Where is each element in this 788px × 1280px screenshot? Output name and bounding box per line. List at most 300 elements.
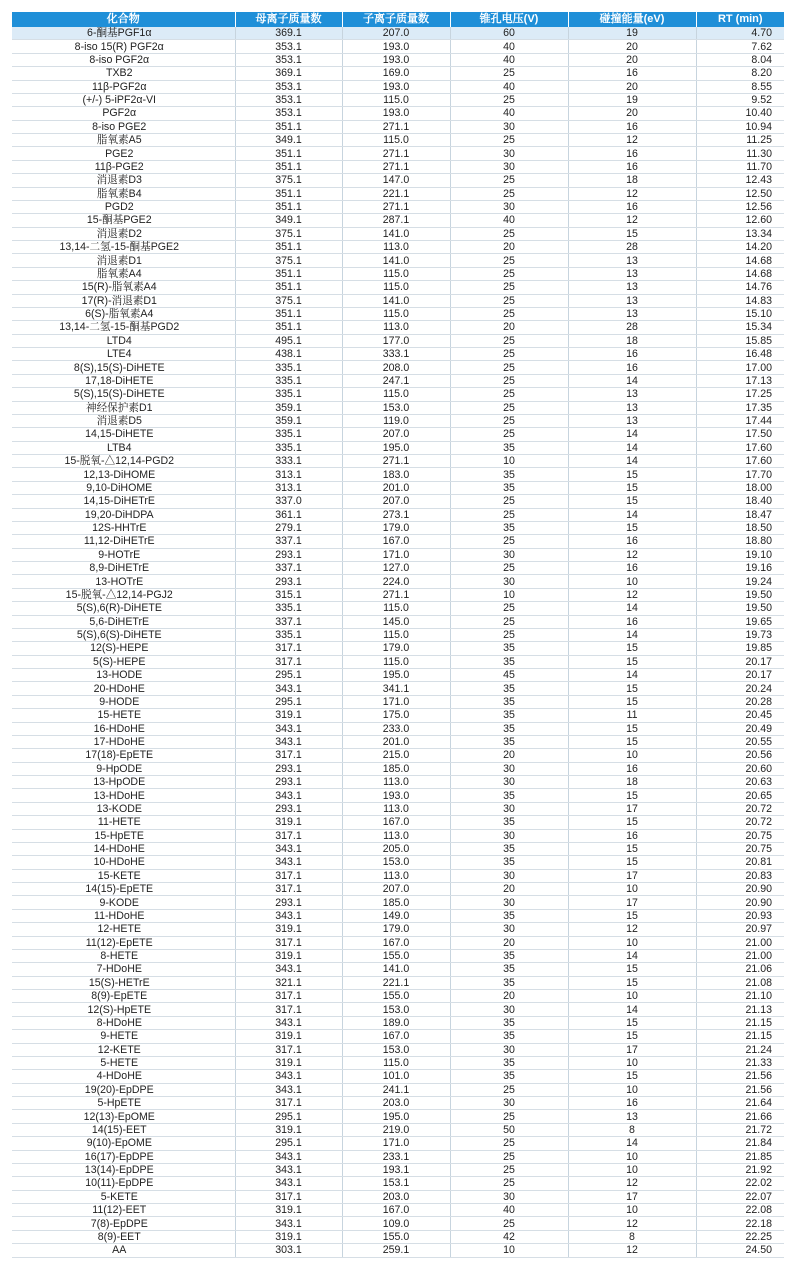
retention-time-cell: 8.20 — [696, 67, 784, 80]
compound-cell: PGE2 — [12, 147, 235, 160]
table-row — [12, 294, 784, 307]
retention-time-cell: 14.68 — [696, 254, 784, 267]
retention-time-cell: 20.90 — [696, 883, 784, 896]
collision-energy-cell: 10 — [568, 1163, 696, 1176]
collision-energy-cell: 8 — [568, 1123, 696, 1136]
precursor-mass-cell: 351.1 — [235, 160, 342, 173]
collision-energy-cell: 16 — [568, 348, 696, 361]
compound-cell: 16(17)-EpDPE — [12, 1150, 235, 1163]
product-mass-cell: 177.0 — [342, 334, 450, 347]
compound-cell: 7-HDoHE — [12, 963, 235, 976]
table-row — [12, 1204, 784, 1217]
precursor-mass-cell: 279.1 — [235, 521, 342, 534]
product-mass-cell: 101.0 — [342, 1070, 450, 1083]
table-row — [12, 762, 784, 775]
compound-cell: 6-酮基PGF1α — [12, 27, 235, 40]
cone-voltage-cell: 25 — [450, 495, 568, 508]
table-row — [12, 789, 784, 802]
compound-cell: 15-脱氧-△12,14-PGD2 — [12, 455, 235, 468]
collision-energy-cell: 15 — [568, 695, 696, 708]
table-row — [12, 241, 784, 254]
cone-voltage-cell: 30 — [450, 200, 568, 213]
precursor-mass-cell: 295.1 — [235, 695, 342, 708]
retention-time-cell: 21.13 — [696, 1003, 784, 1016]
retention-time-cell: 19.73 — [696, 628, 784, 641]
table-row — [12, 334, 784, 347]
collision-energy-cell: 18 — [568, 334, 696, 347]
precursor-mass-cell: 293.1 — [235, 548, 342, 561]
precursor-mass-cell: 313.1 — [235, 468, 342, 481]
retention-time-cell: 19.10 — [696, 548, 784, 561]
precursor-mass-cell: 351.1 — [235, 200, 342, 213]
collision-energy-cell: 12 — [568, 588, 696, 601]
precursor-mass-cell: 319.1 — [235, 923, 342, 936]
product-mass-cell: 271.1 — [342, 147, 450, 160]
product-mass-cell: 208.0 — [342, 361, 450, 374]
collision-energy-cell: 28 — [568, 241, 696, 254]
table-row — [12, 348, 784, 361]
compound-cell: LTE4 — [12, 348, 235, 361]
product-mass-cell: 219.0 — [342, 1123, 450, 1136]
precursor-mass-cell: 353.1 — [235, 80, 342, 93]
table-row — [12, 669, 784, 682]
collision-energy-cell: 15 — [568, 495, 696, 508]
product-mass-cell: 233.1 — [342, 1150, 450, 1163]
compound-cell: 16-HDoHE — [12, 722, 235, 735]
retention-time-cell: 20.45 — [696, 709, 784, 722]
header-product-mass: 子离子质量数 — [342, 12, 450, 27]
collision-energy-cell: 15 — [568, 468, 696, 481]
table-row — [12, 1217, 784, 1230]
retention-time-cell: 16.48 — [696, 348, 784, 361]
table-row — [12, 856, 784, 869]
precursor-mass-cell: 319.1 — [235, 709, 342, 722]
table-row — [12, 67, 784, 80]
retention-time-cell: 20.75 — [696, 842, 784, 855]
product-mass-cell: 115.0 — [342, 1056, 450, 1069]
table-row — [12, 508, 784, 521]
cone-voltage-cell: 20 — [450, 749, 568, 762]
compound-cell: 消退素D1 — [12, 254, 235, 267]
compound-cell: 神经保护素D1 — [12, 401, 235, 414]
compound-cell: 15-HpETE — [12, 829, 235, 842]
compound-cell: 12(13)-EpOME — [12, 1110, 235, 1123]
precursor-mass-cell: 319.1 — [235, 1230, 342, 1243]
cone-voltage-cell: 25 — [450, 187, 568, 200]
compound-cell: 15-脱氧-△12,14-PGJ2 — [12, 588, 235, 601]
collision-energy-cell: 16 — [568, 535, 696, 548]
precursor-mass-cell: 343.1 — [235, 722, 342, 735]
collision-energy-cell: 16 — [568, 67, 696, 80]
precursor-mass-cell: 351.1 — [235, 241, 342, 254]
table-row — [12, 27, 784, 40]
collision-energy-cell: 16 — [568, 160, 696, 173]
precursor-mass-cell: 319.1 — [235, 816, 342, 829]
collision-energy-cell: 15 — [568, 909, 696, 922]
compound-cell: 12S-HHTrE — [12, 521, 235, 534]
compound-cell: 12-HETE — [12, 923, 235, 936]
precursor-mass-cell: 335.1 — [235, 441, 342, 454]
compound-cell: 17(R)-消退素D1 — [12, 294, 235, 307]
cone-voltage-cell: 35 — [450, 909, 568, 922]
retention-time-cell: 21.92 — [696, 1163, 784, 1176]
compound-cell: 9-HODE — [12, 695, 235, 708]
cone-voltage-cell: 20 — [450, 883, 568, 896]
compound-cell: 15(R)-脂氧素A4 — [12, 281, 235, 294]
precursor-mass-cell: 351.1 — [235, 147, 342, 160]
product-mass-cell: 155.0 — [342, 949, 450, 962]
retention-time-cell: 11.30 — [696, 147, 784, 160]
compound-cell: 消退素D5 — [12, 414, 235, 427]
retention-time-cell: 21.06 — [696, 963, 784, 976]
compound-cell: 13-HODE — [12, 669, 235, 682]
product-mass-cell: 171.0 — [342, 548, 450, 561]
precursor-mass-cell: 359.1 — [235, 401, 342, 414]
product-mass-cell: 193.0 — [342, 53, 450, 66]
retention-time-cell: 20.17 — [696, 655, 784, 668]
collision-energy-cell: 10 — [568, 883, 696, 896]
precursor-mass-cell: 343.1 — [235, 909, 342, 922]
cone-voltage-cell: 35 — [450, 695, 568, 708]
product-mass-cell: 189.0 — [342, 1016, 450, 1029]
precursor-mass-cell: 317.1 — [235, 655, 342, 668]
precursor-mass-cell: 353.1 — [235, 40, 342, 53]
compound-cell: LTB4 — [12, 441, 235, 454]
cone-voltage-cell: 35 — [450, 1070, 568, 1083]
table-row — [12, 1230, 784, 1243]
collision-energy-cell: 16 — [568, 147, 696, 160]
retention-time-cell: 17.44 — [696, 414, 784, 427]
product-mass-cell: 171.0 — [342, 1137, 450, 1150]
precursor-mass-cell: 351.1 — [235, 321, 342, 334]
cone-voltage-cell: 35 — [450, 642, 568, 655]
table-row — [12, 80, 784, 93]
compound-cell: 14-HDoHE — [12, 842, 235, 855]
collision-energy-cell: 10 — [568, 575, 696, 588]
cone-voltage-cell: 42 — [450, 1230, 568, 1243]
compound-cell: 5(S),15(S)-DiHETE — [12, 388, 235, 401]
table-row — [12, 388, 784, 401]
precursor-mass-cell: 343.1 — [235, 1083, 342, 1096]
cone-voltage-cell: 35 — [450, 816, 568, 829]
product-mass-cell: 333.1 — [342, 348, 450, 361]
collision-energy-cell: 14 — [568, 455, 696, 468]
compound-cell: PGF2α — [12, 107, 235, 120]
collision-energy-cell: 8 — [568, 1230, 696, 1243]
collision-energy-cell: 20 — [568, 80, 696, 93]
precursor-mass-cell: 351.1 — [235, 267, 342, 280]
table-row — [12, 923, 784, 936]
retention-time-cell: 15.10 — [696, 307, 784, 320]
product-mass-cell: 271.1 — [342, 120, 450, 133]
collision-energy-cell: 18 — [568, 174, 696, 187]
compound-cell: 13-HOTrE — [12, 575, 235, 588]
table-row — [12, 455, 784, 468]
compound-cell: 5(S),6(R)-DiHETE — [12, 602, 235, 615]
retention-time-cell: 11.25 — [696, 134, 784, 147]
cone-voltage-cell: 25 — [450, 307, 568, 320]
precursor-mass-cell: 343.1 — [235, 856, 342, 869]
retention-time-cell: 20.72 — [696, 802, 784, 815]
cone-voltage-cell: 35 — [450, 481, 568, 494]
compound-cell: 8-HETE — [12, 949, 235, 962]
table-row — [12, 160, 784, 173]
cone-voltage-cell: 35 — [450, 1056, 568, 1069]
collision-energy-cell: 14 — [568, 441, 696, 454]
retention-time-cell: 11.70 — [696, 160, 784, 173]
product-mass-cell: 169.0 — [342, 67, 450, 80]
cone-voltage-cell: 25 — [450, 401, 568, 414]
header-retention-time: RT (min) — [696, 12, 784, 27]
collision-energy-cell: 20 — [568, 107, 696, 120]
cone-voltage-cell: 20 — [450, 321, 568, 334]
product-mass-cell: 167.0 — [342, 816, 450, 829]
retention-time-cell: 19.16 — [696, 562, 784, 575]
compound-cell: 8-iso PGE2 — [12, 120, 235, 133]
product-mass-cell: 207.0 — [342, 883, 450, 896]
product-mass-cell: 205.0 — [342, 842, 450, 855]
collision-energy-cell: 12 — [568, 134, 696, 147]
table-row — [12, 468, 784, 481]
table-row — [12, 1163, 784, 1176]
table-row — [12, 1016, 784, 1029]
table-row — [12, 214, 784, 227]
table-row — [12, 896, 784, 909]
table-row — [12, 615, 784, 628]
collision-energy-cell: 16 — [568, 615, 696, 628]
precursor-mass-cell: 349.1 — [235, 214, 342, 227]
cone-voltage-cell: 35 — [450, 722, 568, 735]
compound-cell: 15-KETE — [12, 869, 235, 882]
compound-cell: 19(20)-EpDPE — [12, 1083, 235, 1096]
retention-time-cell: 12.56 — [696, 200, 784, 213]
product-mass-cell: 179.0 — [342, 642, 450, 655]
cone-voltage-cell: 40 — [450, 40, 568, 53]
precursor-mass-cell: 351.1 — [235, 120, 342, 133]
compound-cell: 5(S),6(S)-DiHETE — [12, 628, 235, 641]
product-mass-cell: 179.0 — [342, 521, 450, 534]
cone-voltage-cell: 25 — [450, 374, 568, 387]
table-row — [12, 1123, 784, 1136]
compound-cell: 5-KETE — [12, 1190, 235, 1203]
product-mass-cell: 153.0 — [342, 1043, 450, 1056]
table-row — [12, 709, 784, 722]
retention-time-cell: 21.84 — [696, 1137, 784, 1150]
compound-cell: 13,14-二氢-15-酮基PGE2 — [12, 241, 235, 254]
retention-time-cell: 18.40 — [696, 495, 784, 508]
table-row — [12, 481, 784, 494]
table-row — [12, 428, 784, 441]
collision-energy-cell: 14 — [568, 374, 696, 387]
cone-voltage-cell: 30 — [450, 1190, 568, 1203]
retention-time-cell: 17.13 — [696, 374, 784, 387]
collision-energy-cell: 15 — [568, 521, 696, 534]
table-row — [12, 588, 784, 601]
product-mass-cell: 193.0 — [342, 789, 450, 802]
collision-energy-cell: 15 — [568, 963, 696, 976]
table-row — [12, 93, 784, 106]
collision-energy-cell: 12 — [568, 1177, 696, 1190]
retention-time-cell: 21.08 — [696, 976, 784, 989]
retention-time-cell: 22.02 — [696, 1177, 784, 1190]
compound-cell: 11(12)-EpETE — [12, 936, 235, 949]
cone-voltage-cell: 25 — [450, 1150, 568, 1163]
cone-voltage-cell: 25 — [450, 628, 568, 641]
product-mass-cell: 155.0 — [342, 1230, 450, 1243]
compound-cell: 脂氧素A5 — [12, 134, 235, 147]
product-mass-cell: 127.0 — [342, 562, 450, 575]
product-mass-cell: 167.0 — [342, 1204, 450, 1217]
product-mass-cell: 145.0 — [342, 615, 450, 628]
product-mass-cell: 155.0 — [342, 990, 450, 1003]
product-mass-cell: 153.1 — [342, 1177, 450, 1190]
precursor-mass-cell: 369.1 — [235, 67, 342, 80]
product-mass-cell: 149.0 — [342, 909, 450, 922]
table-row — [12, 869, 784, 882]
table-row — [12, 107, 784, 120]
product-mass-cell: 167.0 — [342, 936, 450, 949]
table-row — [12, 722, 784, 735]
compound-cell: PGD2 — [12, 200, 235, 213]
table-row — [12, 883, 784, 896]
cone-voltage-cell: 35 — [450, 521, 568, 534]
precursor-mass-cell: 317.1 — [235, 1043, 342, 1056]
precursor-mass-cell: 343.1 — [235, 1177, 342, 1190]
cone-voltage-cell: 30 — [450, 1097, 568, 1110]
precursor-mass-cell: 343.1 — [235, 789, 342, 802]
collision-energy-cell: 18 — [568, 776, 696, 789]
cone-voltage-cell: 20 — [450, 241, 568, 254]
compound-cell: 8-HDoHE — [12, 1016, 235, 1029]
retention-time-cell: 20.75 — [696, 829, 784, 842]
collision-energy-cell: 16 — [568, 829, 696, 842]
product-mass-cell: 193.0 — [342, 80, 450, 93]
precursor-mass-cell: 295.1 — [235, 1110, 342, 1123]
precursor-mass-cell: 343.1 — [235, 1217, 342, 1230]
product-mass-cell: 271.1 — [342, 200, 450, 213]
compound-cell: 20-HDoHE — [12, 682, 235, 695]
table-row — [12, 1030, 784, 1043]
retention-time-cell: 14.76 — [696, 281, 784, 294]
retention-time-cell: 24.50 — [696, 1244, 784, 1257]
compound-cell: 5(S)-HEPE — [12, 655, 235, 668]
precursor-mass-cell: 343.1 — [235, 963, 342, 976]
collision-energy-cell: 14 — [568, 428, 696, 441]
table-row — [12, 695, 784, 708]
retention-time-cell: 21.15 — [696, 1016, 784, 1029]
collision-energy-cell: 14 — [568, 1003, 696, 1016]
collision-energy-cell: 14 — [568, 508, 696, 521]
table-row — [12, 307, 784, 320]
table-row — [12, 1056, 784, 1069]
retention-time-cell: 20.81 — [696, 856, 784, 869]
collision-energy-cell: 15 — [568, 789, 696, 802]
collision-energy-cell: 15 — [568, 842, 696, 855]
collision-energy-cell: 13 — [568, 254, 696, 267]
cone-voltage-cell: 45 — [450, 669, 568, 682]
precursor-mass-cell: 495.1 — [235, 334, 342, 347]
precursor-mass-cell: 319.1 — [235, 1123, 342, 1136]
cone-voltage-cell: 35 — [450, 1016, 568, 1029]
product-mass-cell: 193.0 — [342, 40, 450, 53]
compound-cell: 13-HDoHE — [12, 789, 235, 802]
table-row — [12, 1083, 784, 1096]
precursor-mass-cell: 317.1 — [235, 749, 342, 762]
compound-cell: LTD4 — [12, 334, 235, 347]
cone-voltage-cell: 35 — [450, 842, 568, 855]
collision-energy-cell: 12 — [568, 1217, 696, 1230]
precursor-mass-cell: 319.1 — [235, 1056, 342, 1069]
compound-cell: 13,14-二氢-15-酮基PGD2 — [12, 321, 235, 334]
retention-time-cell: 20.90 — [696, 896, 784, 909]
compound-cell: 10(11)-EpDPE — [12, 1177, 235, 1190]
retention-time-cell: 13.34 — [696, 227, 784, 240]
collision-energy-cell: 15 — [568, 816, 696, 829]
table-row — [12, 575, 784, 588]
table-row — [12, 602, 784, 615]
cone-voltage-cell: 30 — [450, 762, 568, 775]
retention-time-cell: 21.66 — [696, 1110, 784, 1123]
product-mass-cell: 193.1 — [342, 1163, 450, 1176]
table-row — [12, 535, 784, 548]
collision-energy-cell: 16 — [568, 562, 696, 575]
header-cone-voltage: 锥孔电压(V) — [450, 12, 568, 27]
retention-time-cell: 17.60 — [696, 455, 784, 468]
precursor-mass-cell: 343.1 — [235, 1150, 342, 1163]
collision-energy-cell: 15 — [568, 856, 696, 869]
header-precursor-mass: 母离子质量数 — [235, 12, 342, 27]
compound-cell: 9-HOTrE — [12, 548, 235, 561]
product-mass-cell: 341.1 — [342, 682, 450, 695]
table-row — [12, 976, 784, 989]
table-row — [12, 963, 784, 976]
compound-cell: 9,10-DiHOME — [12, 481, 235, 494]
precursor-mass-cell: 369.1 — [235, 27, 342, 40]
product-mass-cell: 115.0 — [342, 628, 450, 641]
cone-voltage-cell: 10 — [450, 588, 568, 601]
cone-voltage-cell: 30 — [450, 1003, 568, 1016]
collision-energy-cell: 10 — [568, 1083, 696, 1096]
precursor-mass-cell: 333.1 — [235, 455, 342, 468]
collision-energy-cell: 10 — [568, 1056, 696, 1069]
table-row — [12, 909, 784, 922]
retention-time-cell: 10.40 — [696, 107, 784, 120]
product-mass-cell: 153.0 — [342, 856, 450, 869]
collision-energy-cell: 17 — [568, 802, 696, 815]
cone-voltage-cell: 30 — [450, 575, 568, 588]
cone-voltage-cell: 25 — [450, 508, 568, 521]
table-row — [12, 147, 784, 160]
precursor-mass-cell: 315.1 — [235, 588, 342, 601]
retention-time-cell: 22.08 — [696, 1204, 784, 1217]
table-row — [12, 200, 784, 213]
product-mass-cell: 113.0 — [342, 802, 450, 815]
compound-cell: 6(S)-脂氧素A4 — [12, 307, 235, 320]
retention-time-cell: 22.07 — [696, 1190, 784, 1203]
collision-energy-cell: 15 — [568, 1030, 696, 1043]
retention-time-cell: 20.60 — [696, 762, 784, 775]
cone-voltage-cell: 35 — [450, 709, 568, 722]
product-mass-cell: 113.0 — [342, 776, 450, 789]
cone-voltage-cell: 25 — [450, 388, 568, 401]
cone-voltage-cell: 25 — [450, 294, 568, 307]
table-row — [12, 1043, 784, 1056]
table-row — [12, 521, 784, 534]
collision-energy-cell: 10 — [568, 1204, 696, 1217]
product-mass-cell: 115.0 — [342, 655, 450, 668]
precursor-mass-cell: 321.1 — [235, 976, 342, 989]
precursor-mass-cell: 317.1 — [235, 1190, 342, 1203]
